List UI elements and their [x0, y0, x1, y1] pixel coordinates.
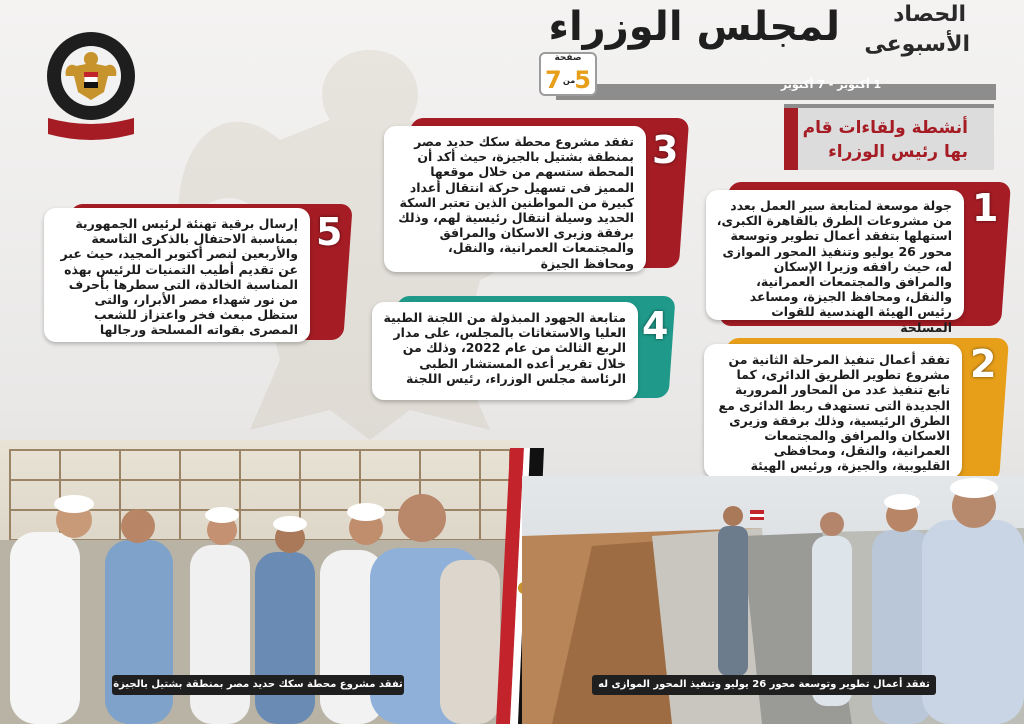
page-current: 5	[574, 66, 591, 94]
section-heading-line2: بها رئيس الوزراء	[828, 142, 968, 162]
header-subtitle-2: الأسبوعى	[864, 32, 970, 57]
section-heading-line1: أنشطة ولقاءات قام	[802, 118, 968, 138]
activity-text-2: تفقد أعمال تنفيذ المرحلة الثانية من مشروع تطوير الطريق الدائرى، كما تابع تنفيذ عدد من المحاور المرورية الجديدة التى تستهدف ربط الدائرى مع الطرق الرئيسية، وذلك برفقة وزيرى الاسكان والمرافق والمجتمعات العمرانية، والنقل، ومحافظى القليوبية، والجيزة، ورئيس الهيئة	[704, 344, 962, 478]
page-total: 7	[545, 66, 562, 94]
media-center-logo	[44, 30, 138, 140]
activity-number-1: 1	[972, 186, 999, 230]
activity-text-1: جولة موسعة لمتابعة سير العمل بعدد من مشروعات الطرق بالقاهرة الكبرى، استهلها بتفقد أعمال تطوير وتوسعة محور 26 يوليو وتنفيذ المحور الموازى له، حيث رافقه وزيرا الإسكان والمرافق والمجتمعات العمرانية، والنقل، ومحافظ الجيزة، ومساعد رئيس الهيئة الهندسية للقوات المسلحة	[706, 190, 964, 320]
activity-number-3: 3	[652, 128, 679, 172]
activity-number-5: 5	[316, 210, 343, 254]
header-subtitle-1: الحصاد	[893, 2, 966, 27]
page-indicator	[539, 52, 597, 96]
activity-text-5: إرسال برقية تهنئة لرئيس الجمهورية بمناسبة الاحتفال بالذكرى التاسعة والأربعين لنصر أكتوبر المجيد، حيث عبر عن تقديم أطيب التمنيات للرئيس بهذه المناسبة الخالدة، التى سطرها بأحرف من نور شهداء مصر الأبرار، والتى ستظل مبعث فخر واعتزاز للشعب المصرى بقواته المسلحة ورجالها	[44, 208, 310, 342]
date-range: 1 أكتوبر - 7 أكتوبر	[780, 78, 882, 91]
page-of: من	[563, 76, 576, 85]
activity-number-2: 2	[970, 342, 997, 386]
header-title: لمجلس الوزراء	[548, 4, 840, 50]
activity-card-5	[44, 204, 348, 346]
activity-card-4	[372, 296, 672, 404]
activity-card-2	[704, 338, 1004, 482]
photo-caption-station: تفقد مشروع محطة سكك حديد مصر بمنطقة بشتيل بالجيزة	[112, 675, 404, 695]
section-heading	[784, 104, 994, 170]
photo-caption-axis: تفقد أعمال تطوير وتوسعة محور 26 يوليو وتنفيذ المحور الموازى له	[592, 675, 936, 695]
activity-text-3: تفقد مشروع محطة سكك حديد مصر بمنطقة بشتيل بالجيزة، حيث أكد أن المحطة ستسهم من خلال موقعها المميز فى تسهيل حركة انتقال أعداد كبيرة من المواطنين الذين تعتبر السكة الحديد وسيلة انتقال رئيسية لهم، وذلك برفقة وزيرى الاسكان والمرافق والمجتمعات العمرانية، والنقل، ومحافظ الجيزة	[384, 126, 646, 272]
activity-card-3	[384, 118, 684, 276]
activity-text-4: متابعة الجهود المبذولة من اللجنة الطبية العليا والاستغاثات بالمجلس، على مدار الربع الثالث من عام 2022، وذلك من خلال تقرير أعده المستشار الطبى الرئاسة مجلس الوزراء، رئيس اللجنة	[372, 302, 638, 400]
page-label: صفحة	[554, 53, 582, 63]
activity-number-4: 4	[642, 304, 669, 348]
activity-card-1	[706, 182, 1006, 335]
